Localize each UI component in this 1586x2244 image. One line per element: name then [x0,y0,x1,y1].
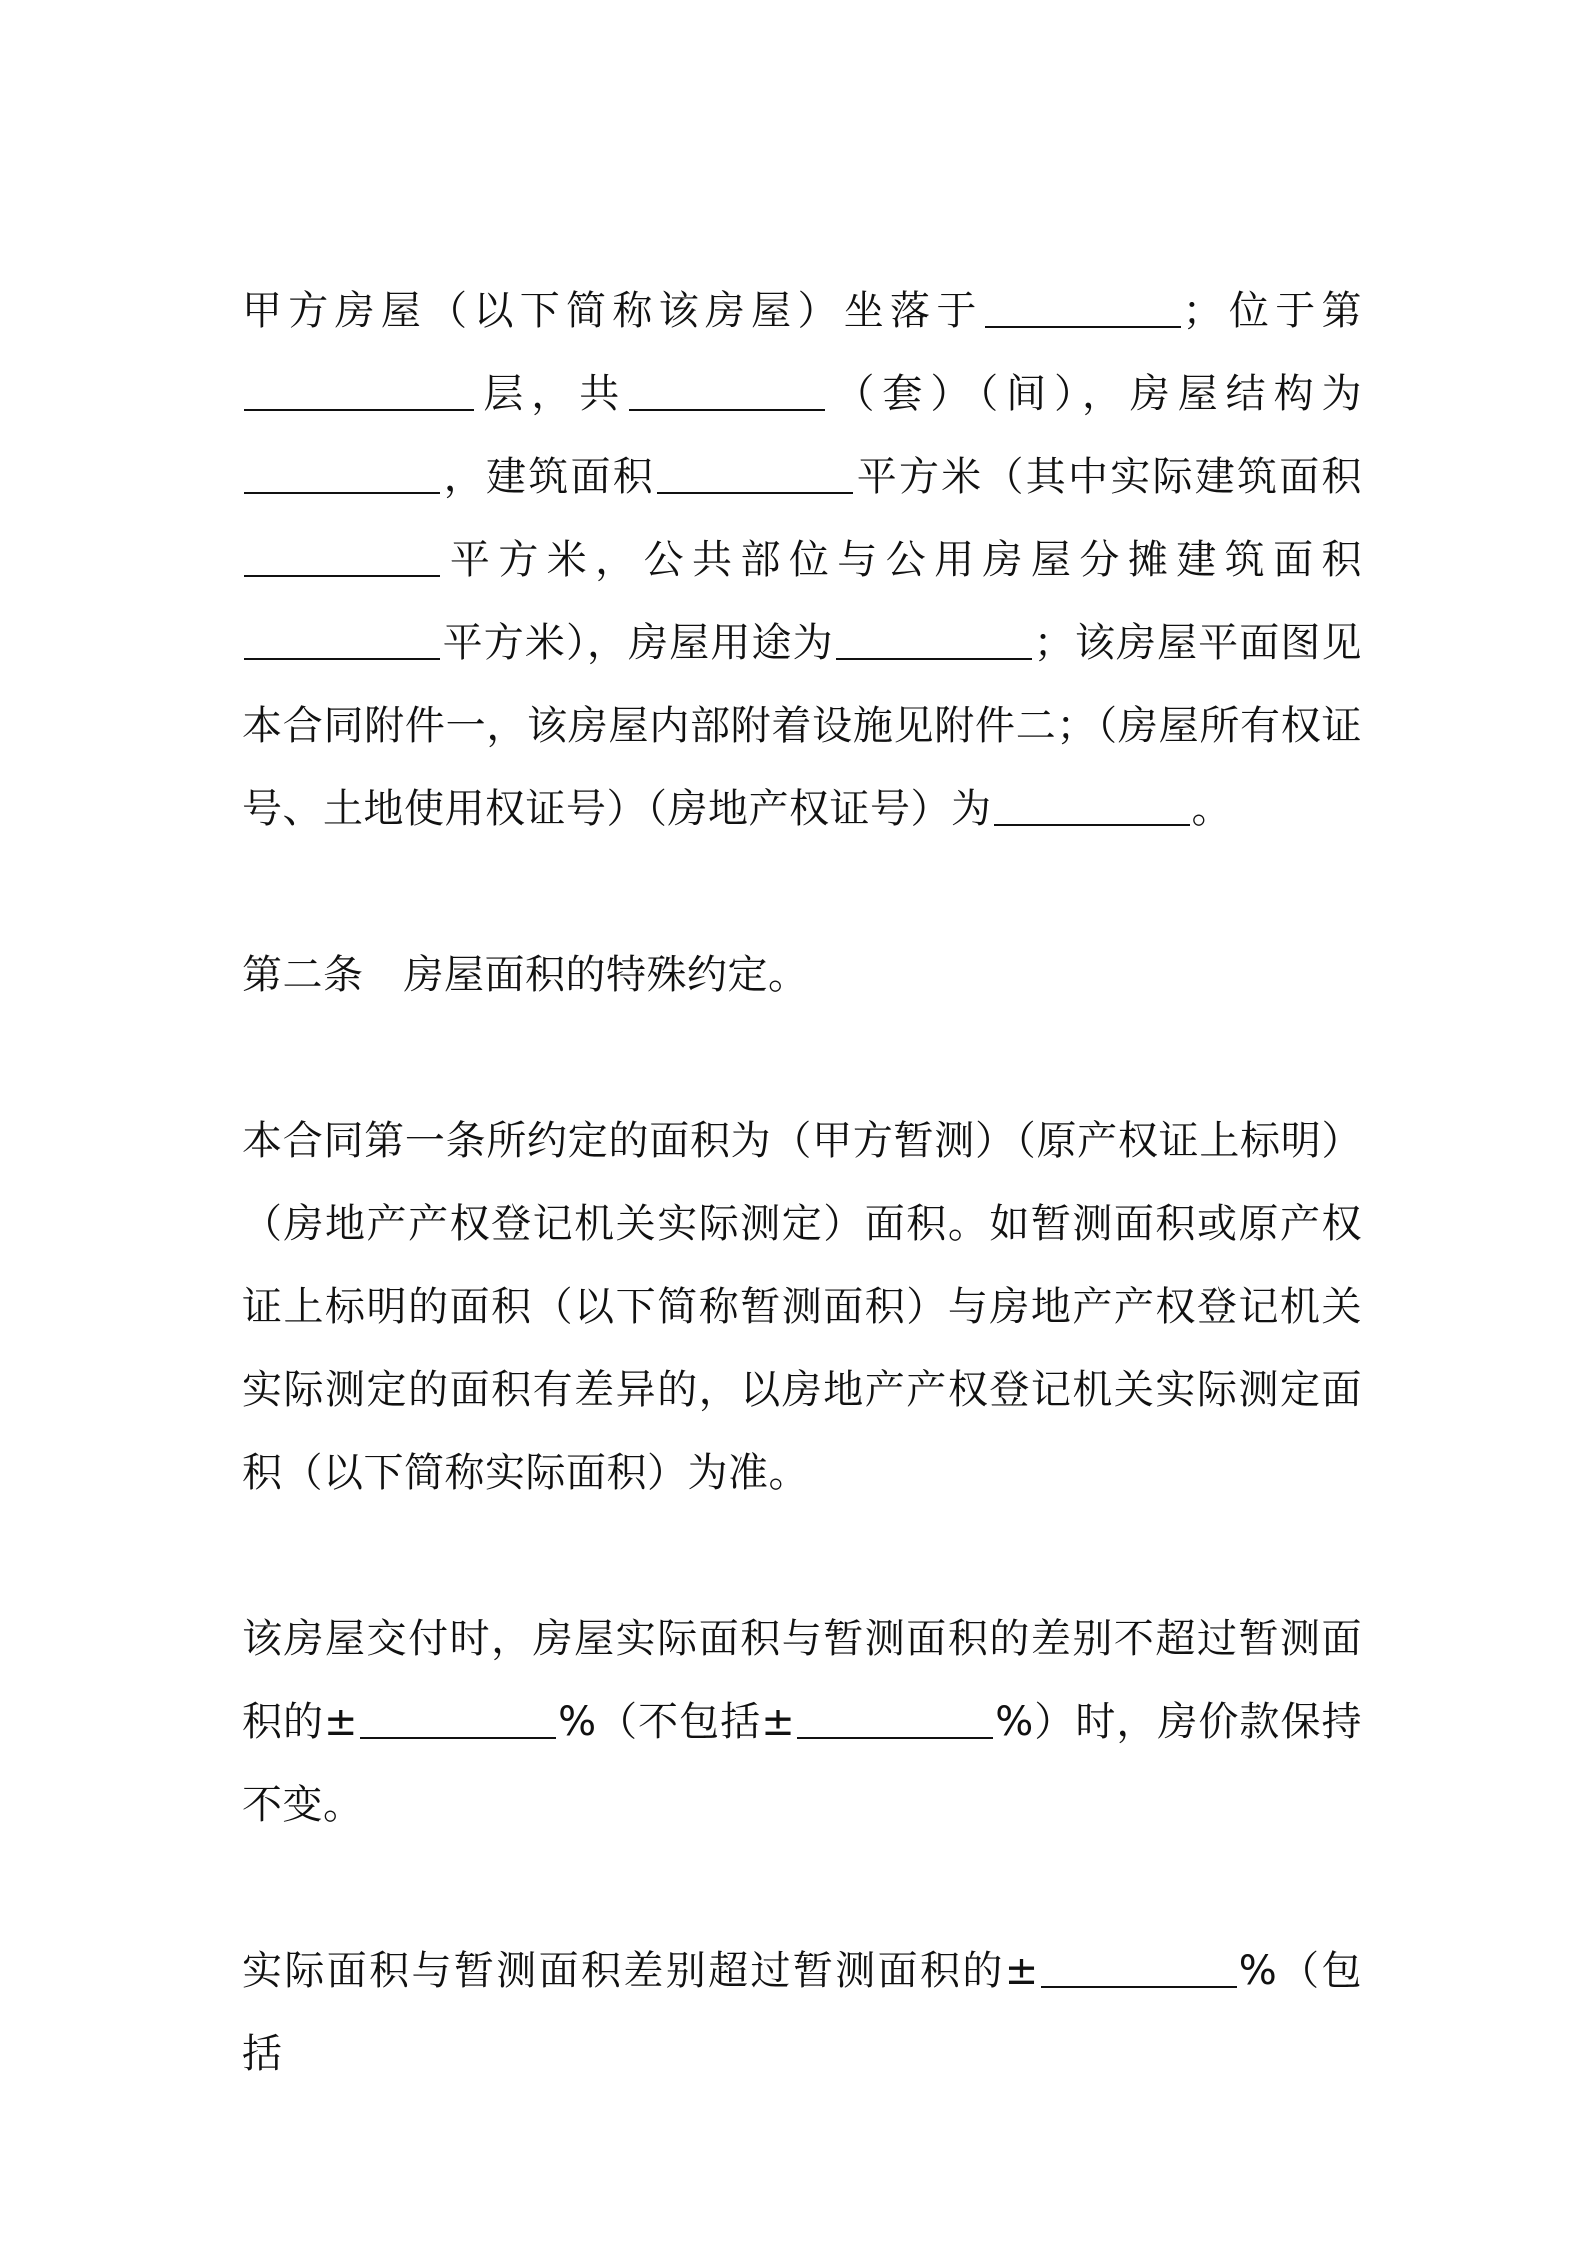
text: 该房屋交付时，房屋实际面积与暂测面积的差别不超过暂测面积的± [242,1616,1362,1745]
document-body [242,270,1362,2096]
text: 层，共 [476,371,628,417]
text: 平方米），房屋用途为 [442,620,834,666]
blank-field[interactable] [244,618,440,660]
blank-field[interactable] [244,535,440,577]
blank-field[interactable] [244,369,474,411]
text: 实际面积与暂测面积差别超过暂测面积的± [242,1948,1039,1994]
paragraph-area-tolerance [242,1598,1362,1847]
article-heading [242,934,1362,1017]
blank-field[interactable] [657,452,853,494]
text: %）时，房价款保持不变。 [242,1699,1362,1828]
text: %（包括 [242,1948,1363,2077]
text: 平方米（其中实际建筑面积 [855,454,1362,500]
blank-field[interactable] [360,1697,556,1739]
paragraph-area-definition: 本合同第一条所约定的面积为（甲方暂测）（原产权证上标明）（房地产产权登记机关实际测定）面积。如暂测面积或原产权证上标明的面积（以下简称暂测面积）与房地产产权登记机关实际测定的面积有差异的，以房地产产权登记机关实际测定面积（以下简称实际面积）为准。 [242,1118,1362,1496]
blank-field[interactable] [836,618,1032,660]
article-title: 房屋面积的特殊约定。 [403,952,809,998]
paragraph-area-excess [242,1930,1362,2096]
blank-field[interactable] [994,784,1190,826]
blank-field[interactable] [244,452,440,494]
text: 甲方房屋（以下简称该房屋）坐落于 [242,288,983,334]
blank-field[interactable] [985,286,1181,328]
text: 。 [1191,786,1232,832]
text: ，建筑面积 [442,454,655,500]
blank-field[interactable] [629,369,825,411]
blank-field[interactable] [1041,1946,1237,1988]
text: %（不包括± [558,1699,796,1745]
paragraph-property-location [242,270,1362,851]
text: ；位于第 [1182,288,1363,334]
text: ；该房屋平面图见本合同附件一，该房屋内部附着设施见附件二；（房屋所有权证号、土地使用权证号）（房地产权证号）为 [242,620,1363,832]
text: 平方米，公共部位与公用房屋分摊建筑面积 [442,537,1362,583]
text: （套）（间），房屋结构为 [827,371,1362,417]
article-number: 第二条 [242,952,364,998]
blank-field[interactable] [797,1697,993,1739]
